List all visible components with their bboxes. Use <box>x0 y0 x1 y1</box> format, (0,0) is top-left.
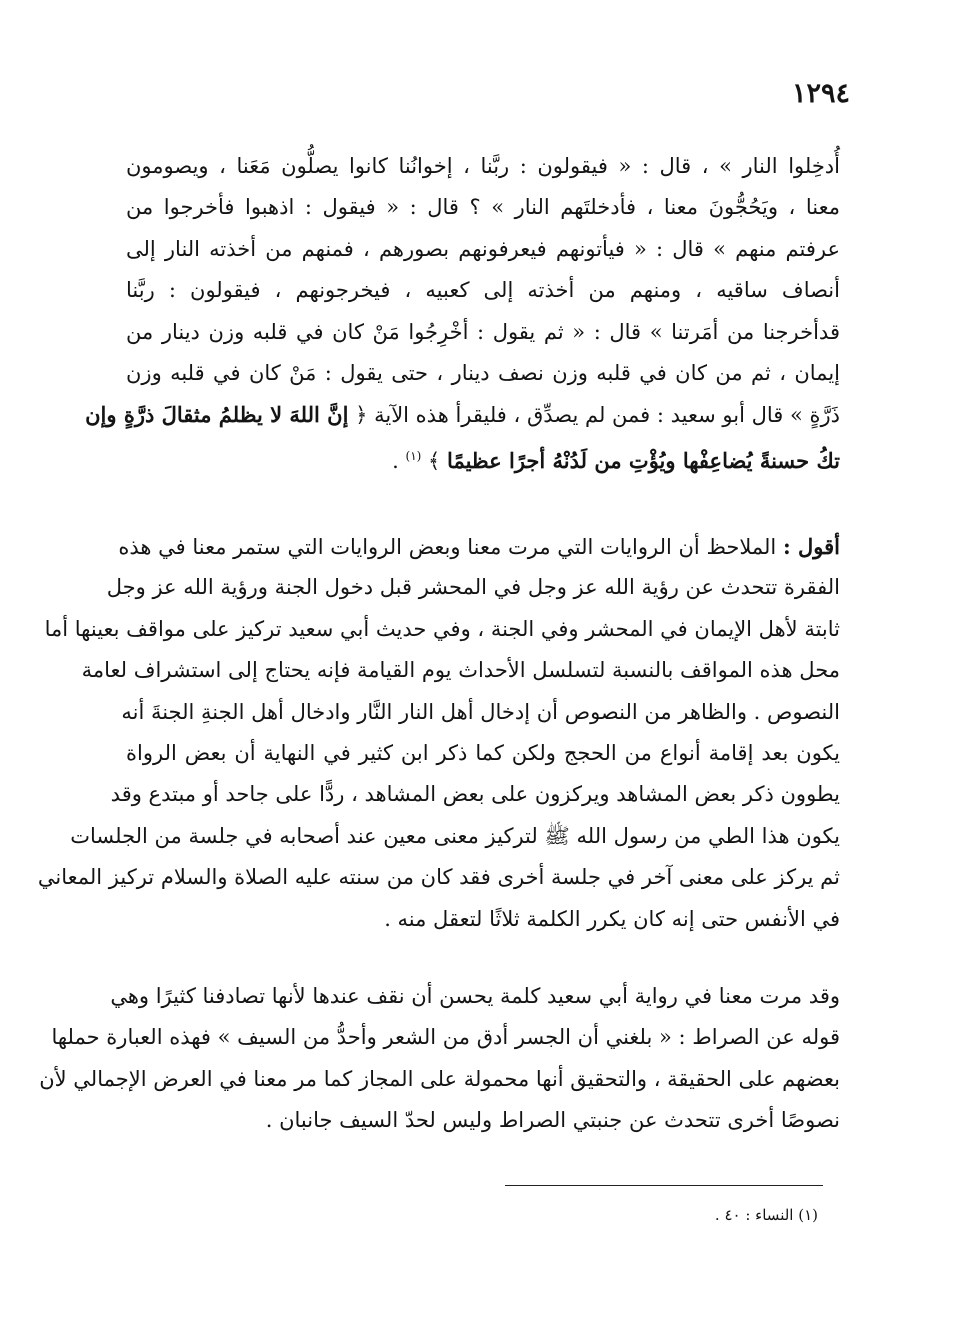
text-line: يكون هذا الطي من رسول الله ﷺ لتركيز معنى معين عند أصحابه في جلسة من الجلسات <box>70 823 840 848</box>
text-line: إيمان ، ثم من كان في قلبه وزن نصف دينار ، حتى يقول : مَنْ كان في قلبه وزن <box>126 360 840 385</box>
footnote-divider <box>505 1185 823 1186</box>
verse-intro: ذَرَّةٍ » قال أبو سعيد : فمن لم يصدِّق ، فليقرأ هذه الآية ﴿ <box>355 403 840 428</box>
lead-word: أقول : <box>782 534 840 559</box>
text-line: معنا ، ويَحُجُّونَ معنا ، فأدخلتَهم النار » ؟ قال : « فيقول : اذهبوا فأخرجوا من <box>126 195 840 220</box>
text-line: نصوصًا أخرى تتحدث عن جنبتي الصراط وليس لحدّ السيف جانبان . <box>265 1108 840 1133</box>
text-line-verse-end <box>126 436 840 477</box>
text-line: أُدخِلوا النار » ، قال : « فيقولون : ربَّنا ، إخوانُنا كانوا يصلُّون مَعَنا ، ويصومون <box>126 154 840 178</box>
text-line: وقد مرت معنا في رواية أبي سعيد كلمة يحسن أن نقف عندها لأنها تصادفنا كثيرًا وهي <box>110 984 840 1008</box>
text-line: يكون بعد إقامة أنواع من الحجج ولكن كما ذكر ابن كثير في النهاية أن بعض الرواة <box>126 740 840 765</box>
text-line: ثم يركز على معنى آخر في جلسة أخرى فقد كان من سنته عليه الصلاة والسلام تركيز المعاني <box>37 865 840 890</box>
quran-verse-part1: إنَّ اللهَ لا يظلمُ مثقالَ ذرَّةٍ وإن <box>85 402 349 428</box>
verse-close-bracket: ﴾ <box>428 448 441 473</box>
paragraph-hadith <box>85 146 840 477</box>
text-line-with-verse <box>85 394 840 435</box>
text-line: الفقرة تتحدث عن رؤية الله عز وجل في المحشر قبل دخول الجنة ورؤية الله عز وجل <box>106 575 840 600</box>
text-line <box>118 526 840 567</box>
text-line: بعضهم على الحقيقة ، والتحقيق أنها محمولة على المجاز كما مر معنا في العرض الإجمالي لأن <box>39 1066 840 1091</box>
text-line: أنصاف ساقيه ، ومنهم من أخذته إلى كعبيه ، فيخرجونهم ، فيقولون : ربَّنا <box>126 278 840 303</box>
page-number: ١٢٩٤ <box>791 78 850 109</box>
paragraph-commentary <box>37 526 840 940</box>
text-line: النصوص . والظاهر من النصوص أن إدخال أهل النار النَّار وادخال أهل الجنةِ الجنةَ أنه <box>121 699 840 724</box>
quran-verse-part2: تكُ حسنةً يُضاعِفْها ويُؤْتِ من لَدُنْهُ أجرًا عظيمًا <box>447 447 840 473</box>
sentence-end: . <box>392 448 399 473</box>
text-line: عرفتم منهم » قال : « فيأتونهم فيعرفونهم بصورهم ، فمنهم من أخذته النار إلى <box>126 236 840 261</box>
text-line: يطوون ذكر بعض المشاهد ويركزون على بعض المشاهد ، ردًّا على جاحد أو مبتدع وقد <box>110 782 840 807</box>
text-line: في الأنفس حتى إنه كان يكرر الكلمة ثلاثًا لتعقل منه . <box>384 906 840 931</box>
footnote: (١) النساء : ٤٠ . <box>714 1206 818 1224</box>
paragraph-sirat <box>39 976 840 1142</box>
text-line: ثابتة لأهل الإيمان في المحشر وفي الجنة ، وفي حديث أبي سعيد تركيز على مواقف بعينها أما <box>44 616 840 641</box>
text-line: محل هذه المواقف بالنسبة لتسلسل الأحداث يوم القيامة فإنه يحتاج إلى استشراف لعامة <box>81 658 840 683</box>
footnote-reference: (١) <box>405 448 422 463</box>
text-line: قوله عن الصراط : « بلغني أن الجسر أدق من الشعر وأحدُّ من السيف » فهذه العبارة حملها <box>51 1025 840 1050</box>
text-line-body: الملاحظ أن الروايات التي مرت معنا وبعض الروايات التي ستمر معنا في هذه <box>118 535 777 559</box>
text-line: قدأخرجنا من أمَرتنا » قال : « ثم يقول : أخْرِجُوا مَنْ كان في قلبه وزن دينار من <box>126 319 840 344</box>
